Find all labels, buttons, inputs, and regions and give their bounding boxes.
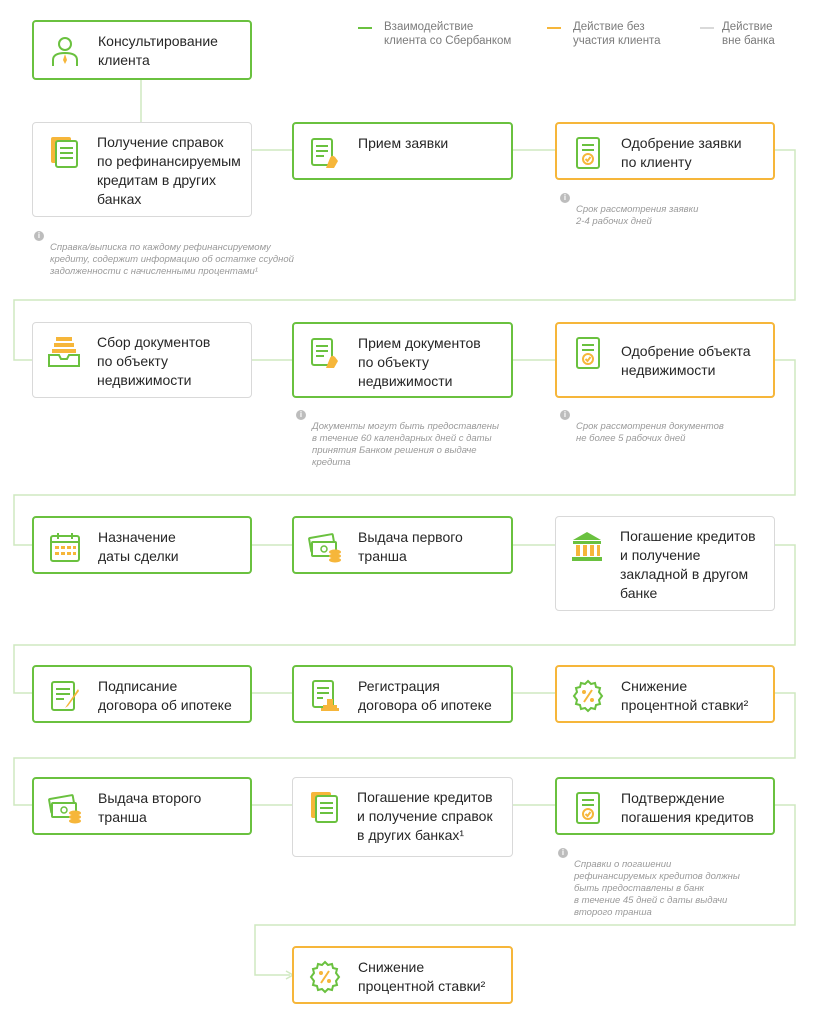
step-accept-docs[interactable] (292, 322, 513, 398)
step-rate-cut-2[interactable] (292, 946, 513, 1004)
step-label: Консультирование клиента (98, 33, 218, 68)
money-icon (308, 530, 342, 564)
inbox-tray-icon (47, 335, 81, 369)
info-icon: i (558, 848, 568, 858)
step-label: Прием заявки (358, 135, 449, 151)
step-label: Погашение кредитов и получение закладной в другом банке (620, 528, 756, 601)
step-schedule-deal[interactable] (32, 516, 252, 574)
step-second-tranche[interactable] (32, 777, 252, 835)
step-label: Одобрение заявки по клиенту (621, 135, 742, 170)
legend-grey-label: Действие вне банка (722, 21, 775, 47)
step-register-contract[interactable] (292, 665, 513, 723)
step-repay-other[interactable] (555, 516, 775, 611)
step-label: Снижение процентной ставки² (621, 678, 749, 713)
info-icon: i (560, 410, 570, 420)
step-label: Прием документов по объекту недвижимости (358, 335, 481, 389)
step-label: Регистрация договора об ипотеке (358, 678, 492, 713)
step-certificates[interactable] (32, 122, 252, 217)
note-accept-docs: i Документы могут быть предоставлены в течение 60 календарных дней с даты принятия Банком решения о выдаче кредита (296, 409, 499, 469)
step-label: Одобрение объекта недвижимости (621, 343, 751, 378)
step-label: Выдача первого транша (358, 529, 463, 564)
info-icon: i (296, 410, 306, 420)
step-label: Подтверждение погашения кредитов (621, 790, 754, 825)
step-label: Назначение даты сделки (98, 529, 179, 564)
info-icon: i (34, 231, 44, 241)
step-collect-docs[interactable] (32, 322, 252, 398)
step-sign-contract[interactable] (32, 665, 252, 723)
document-hand-icon (308, 336, 342, 370)
step-label: Подписание договора об ипотеке (98, 678, 232, 713)
document-check-icon (571, 136, 605, 170)
note-confirm-repay: i Справки о погашении рефинансируемых кредитов должны быть предоставлены в банк в течение 45 дней с даты выдачи второго транша (558, 847, 740, 919)
document-check-icon (571, 791, 605, 825)
step-first-tranche[interactable] (292, 516, 513, 574)
legend-green-label: Взаимодействие клиента со Сбербанком (384, 21, 512, 47)
step-approve-app[interactable] (555, 122, 775, 180)
money-icon (48, 791, 82, 825)
note-approve-object: i Срок рассмотрения документов не более 5 рабочих дней (560, 409, 724, 445)
info-icon: i (560, 193, 570, 203)
note-certificates: i Справка/выписка по каждому рефинансируемому кредиту, содержит информацию об остатке ссудной задолженности с начисленными процентами¹ (34, 230, 294, 278)
step-rate-cut-1[interactable] (555, 665, 775, 723)
step-consult[interactable] (32, 20, 252, 80)
legend-orange-label: Действие без участия клиента (573, 21, 661, 47)
step-repay-certs[interactable] (292, 777, 513, 857)
legend-grey-line (700, 27, 714, 29)
step-label: Погашение кредитов и получение справок в других банках¹ (357, 789, 493, 843)
calendar-icon (48, 530, 82, 564)
step-label: Сбор документов по объекту недвижимости (97, 334, 211, 388)
step-label: Снижение процентной ставки² (358, 959, 486, 994)
documents-icon (307, 790, 341, 824)
step-label: Выдача второго транша (98, 790, 202, 825)
percent-badge-icon (308, 960, 342, 994)
step-approve-object[interactable] (555, 322, 775, 398)
document-hand-icon (308, 136, 342, 170)
percent-badge-icon (571, 679, 605, 713)
legend-orange-line (547, 27, 561, 29)
document-pen-icon (48, 679, 82, 713)
document-check-icon (571, 336, 605, 370)
document-stamp-icon (308, 679, 342, 713)
person-icon (48, 34, 82, 68)
step-confirm-repay[interactable] (555, 777, 775, 835)
step-accept-app[interactable] (292, 122, 513, 180)
documents-icon (47, 135, 81, 169)
legend-green-line (358, 27, 372, 29)
bank-icon (570, 529, 604, 563)
step-label: Получение справок по рефинансируемым кредитам в других банках (97, 134, 241, 207)
note-approve-app: i Срок рассмотрения заявки 2-4 рабочих дней (560, 192, 698, 228)
